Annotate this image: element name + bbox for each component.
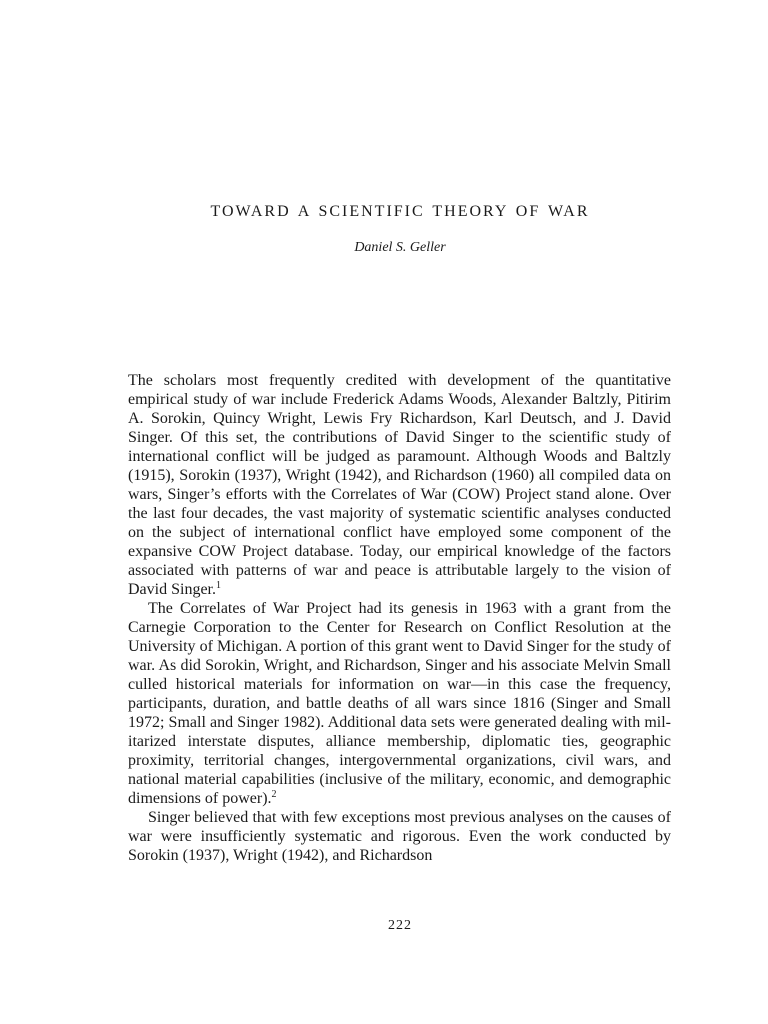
paragraph-1-text: The scholars most frequently credited with development of the quantitative empirical study of war include Frederick Adams Woods, Alexander Baltzly, Pitirim A. Sorokin, Quincy Wright, Lewis Fry Richardson, Karl Deutsch, and J. David Singer. Of this set, the contributions of David Singer to the scientific study of international conflict will be judged as paramount. Although Woods and Baltzly (1915), Sorokin (1937), Wright (1942), and Richardson (1960) all compiled data on wars, Singer’s efforts with the Correlates of War (COW) Project stand alone. Over the last four decades, the vast majority of systematic scientific analyses conducted on the subject of international conflict have employed some component of the expansive COW Project database. Today, our empirical knowledge of the factors associated with patterns of war and peace is attributable largely to the vision of David Singer. [128,372,671,598]
paragraph-2-text: The Correlates of War Project had its genesis in 1963 with a grant from the Carnegie Corporation to the Center for Research on Conflict Resolution at the University of Michigan. A portion of this grant went to David Singer for the study of war. As did Sorokin, Wright, and Richardson, Singer and his associate Melvin Small culled historical materials for information on war—in this case the frequency, participants, duration, and battle deaths of all wars since 1816 (Singer and Small 1972; Small and Singer 1982). Additional data sets were generated dealing with militarized interstate disputes, alliance membership, diplomatic ties, geographic proximity, territorial changes, intergovernmental organizations, civil wars, and national material capabilities (inclusive of the military, economic, and demographic dimensions of power). [128,600,671,807]
page-number: 222 [388,918,412,933]
footnote-marker-1: 1 [216,580,221,591]
body-text [128,371,671,865]
chapter-author: Daniel S. Geller [354,240,446,255]
chapter-title: TOWARD A SCIENTIFIC THEORY OF WAR [210,203,590,220]
paragraph-2 [128,599,671,808]
paragraph-3 [128,808,671,865]
paragraph-3-text: Singer believed that with few exceptions most previous analyses on the causes of war were insufficiently systematic and rigorous. Even the work conducted by Sorokin (1937), Wright (1942), and Richardson [128,809,671,864]
footnote-marker-2: 2 [271,789,277,800]
paragraph-1 [128,371,671,599]
